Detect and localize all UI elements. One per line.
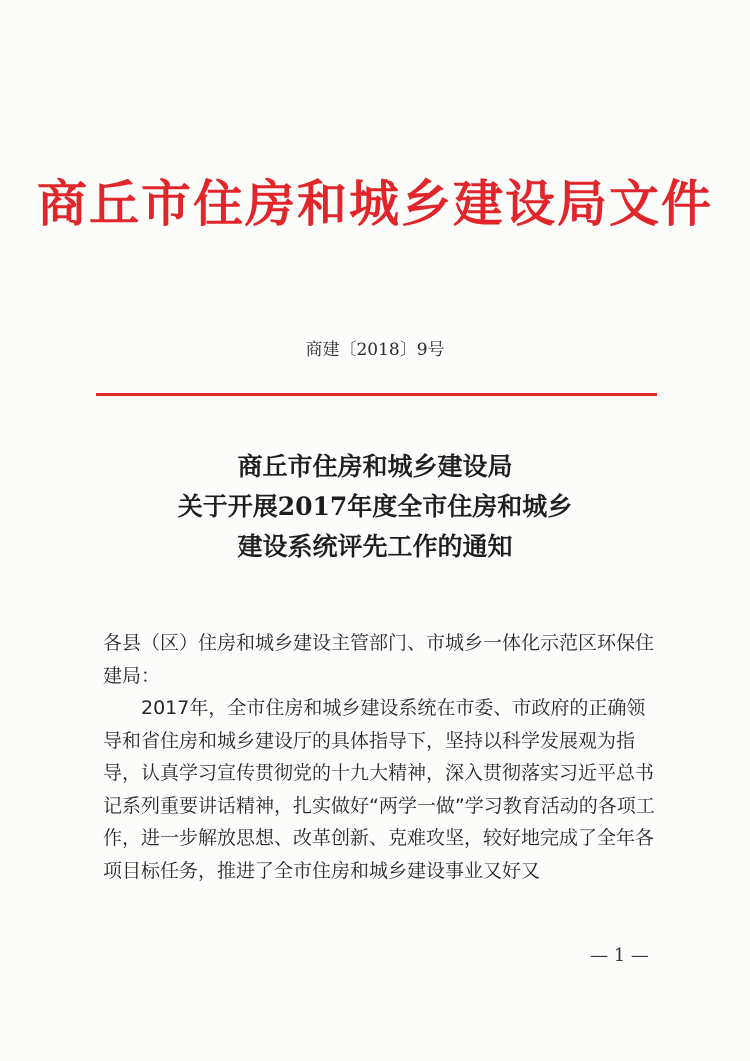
- notice-title: [0, 447, 750, 567]
- notice-title-line-2: 关于开展2017年度全市住房和城乡: [177, 492, 573, 521]
- notice-title-line-1: 商丘市住房和城乡建设局: [237, 452, 513, 481]
- salutation: 各县（区）住房和城乡建设主管部门、市城乡一体化示范区环保住建局：: [103, 632, 655, 687]
- body-text: [103, 627, 663, 887]
- document-number: 商建〔2018〕9号: [305, 340, 445, 360]
- page-number: — 1 —: [590, 945, 649, 966]
- issuer-header-title: 商丘市住房和城乡建设局文件: [37, 174, 713, 233]
- notice-title-line-3: 建设系统评先工作的通知: [237, 532, 513, 561]
- red-divider-line: [96, 393, 657, 396]
- body-paragraph: 2017年，全市住房和城乡建设系统在市委、市政府的正确领导和省住房和城乡建设厅的具体指导下，坚持以科学发展观为指导，认真学习宣传贯彻党的十九大精神，深入贯彻落实习近平总书记系列重要讲话精神，扎实做好“两学一做”学习教育活动的各项工作，进一步解放思想、改革创新、克难攻坚，较好地完成了全年各项目标任务，推进了全市住房和城乡建设事业又好又: [103, 697, 655, 882]
